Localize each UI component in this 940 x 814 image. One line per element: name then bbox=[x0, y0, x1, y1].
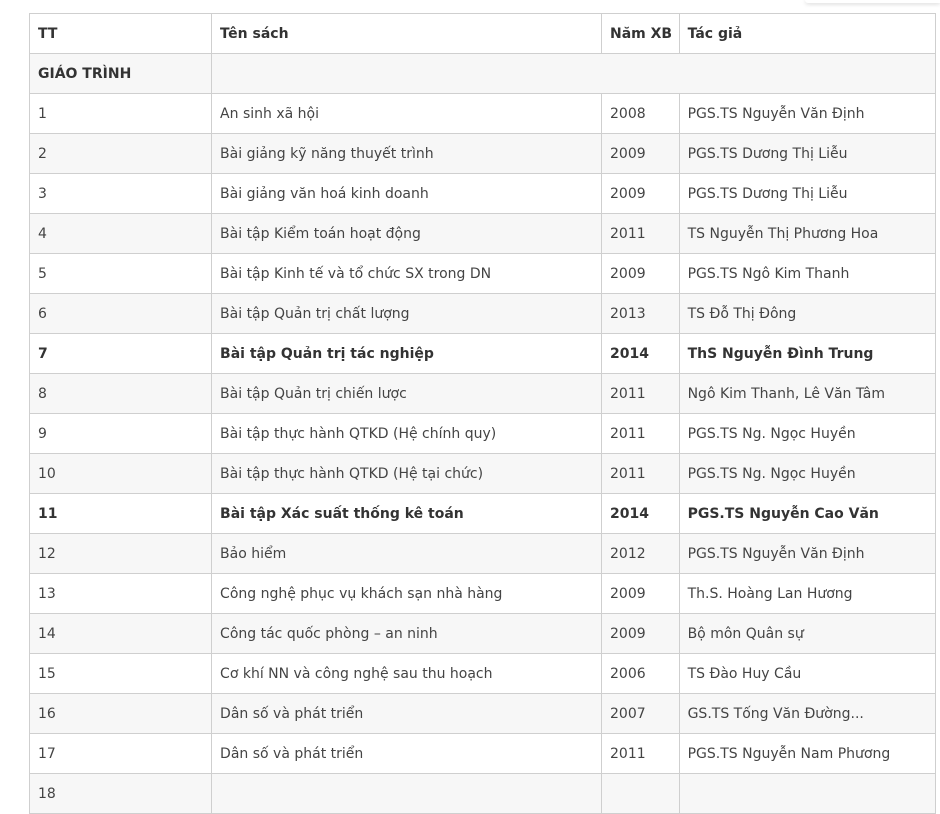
section-blank-cell bbox=[212, 54, 936, 94]
cell-tt: 13 bbox=[30, 574, 212, 614]
cell-tt: 10 bbox=[30, 454, 212, 494]
table-row bbox=[30, 454, 936, 494]
cell-tt: 11 bbox=[30, 494, 212, 534]
cell-publish-year: 2011 bbox=[602, 374, 680, 414]
cell-tt: 17 bbox=[30, 734, 212, 774]
book-list-table bbox=[29, 13, 936, 814]
cell-tt: 1 bbox=[30, 94, 212, 134]
cell-publish-year: 2013 bbox=[602, 294, 680, 334]
cell-publish-year bbox=[602, 774, 680, 814]
table-row bbox=[30, 294, 936, 334]
cell-book-title: Bài tập Quản trị chất lượng bbox=[212, 294, 602, 334]
cell-author: ThS Nguyễn Đình Trung bbox=[679, 334, 935, 374]
section-row bbox=[30, 54, 936, 94]
cell-book-title: Bài tập Kiểm toán hoạt động bbox=[212, 214, 602, 254]
cell-author: TS Đào Huy Cầu bbox=[679, 654, 935, 694]
cell-book-title: Dân số và phát triển bbox=[212, 734, 602, 774]
table-row bbox=[30, 614, 936, 654]
cell-author: Ngô Kim Thanh, Lê Văn Tâm bbox=[679, 374, 935, 414]
cell-author: GS.TS Tống Văn Đường... bbox=[679, 694, 935, 734]
table-row bbox=[30, 654, 936, 694]
table-row bbox=[30, 94, 936, 134]
cell-book-title: Bài giảng văn hoá kinh doanh bbox=[212, 174, 602, 214]
table-row bbox=[30, 374, 936, 414]
table-row bbox=[30, 774, 936, 814]
cell-author: PGS.TS Dương Thị Liễu bbox=[679, 134, 935, 174]
cell-author: PGS.TS Ng. Ngọc Huyền bbox=[679, 454, 935, 494]
table-row bbox=[30, 574, 936, 614]
cell-author: Th.S. Hoàng Lan Hương bbox=[679, 574, 935, 614]
cell-book-title: Bảo hiểm bbox=[212, 534, 602, 574]
header-book-title: Tên sách bbox=[212, 14, 602, 54]
cell-tt: 3 bbox=[30, 174, 212, 214]
table-header-row bbox=[30, 14, 936, 54]
section-label: GIÁO TRÌNH bbox=[30, 54, 212, 94]
cell-book-title: Bài tập thực hành QTKD (Hệ chính quy) bbox=[212, 414, 602, 454]
cell-book-title: Bài tập Quản trị tác nghiệp bbox=[212, 334, 602, 374]
cell-tt: 14 bbox=[30, 614, 212, 654]
cell-book-title: Dân số và phát triển bbox=[212, 694, 602, 734]
table-row bbox=[30, 214, 936, 254]
cell-author: PGS.TS Ngô Kim Thanh bbox=[679, 254, 935, 294]
cell-publish-year: 2008 bbox=[602, 94, 680, 134]
table-row bbox=[30, 174, 936, 214]
popup-edge bbox=[805, 0, 940, 3]
cell-tt: 15 bbox=[30, 654, 212, 694]
table-row bbox=[30, 414, 936, 454]
cell-publish-year: 2009 bbox=[602, 134, 680, 174]
cell-author bbox=[679, 774, 935, 814]
cell-book-title: Công nghệ phục vụ khách sạn nhà hàng bbox=[212, 574, 602, 614]
header-author: Tác giả bbox=[679, 14, 935, 54]
cell-book-title: Bài tập thực hành QTKD (Hệ tại chức) bbox=[212, 454, 602, 494]
cell-tt: 6 bbox=[30, 294, 212, 334]
cell-publish-year: 2014 bbox=[602, 334, 680, 374]
cell-publish-year: 2011 bbox=[602, 214, 680, 254]
cell-publish-year: 2009 bbox=[602, 574, 680, 614]
cell-book-title: Bài tập Quản trị chiến lược bbox=[212, 374, 602, 414]
cell-author: Bộ môn Quân sự bbox=[679, 614, 935, 654]
cell-author: TS Đỗ Thị Đông bbox=[679, 294, 935, 334]
table-row bbox=[30, 134, 936, 174]
cell-book-title: Bài tập Kinh tế và tổ chức SX trong DN bbox=[212, 254, 602, 294]
cell-publish-year: 2009 bbox=[602, 174, 680, 214]
cell-tt: 4 bbox=[30, 214, 212, 254]
cell-book-title: Bài tập Xác suất thống kê toán bbox=[212, 494, 602, 534]
cell-tt: 5 bbox=[30, 254, 212, 294]
cell-publish-year: 2011 bbox=[602, 414, 680, 454]
cell-publish-year: 2014 bbox=[602, 494, 680, 534]
cell-author: PGS.TS Nguyễn Văn Định bbox=[679, 94, 935, 134]
cell-publish-year: 2007 bbox=[602, 694, 680, 734]
table-row bbox=[30, 334, 936, 374]
cell-publish-year: 2009 bbox=[602, 614, 680, 654]
cell-book-title: Bài giảng kỹ năng thuyết trình bbox=[212, 134, 602, 174]
cell-author: PGS.TS Nguyễn Nam Phương bbox=[679, 734, 935, 774]
table-row bbox=[30, 734, 936, 774]
cell-publish-year: 2012 bbox=[602, 534, 680, 574]
cell-tt: 18 bbox=[30, 774, 212, 814]
cell-author: TS Nguyễn Thị Phương Hoa bbox=[679, 214, 935, 254]
header-tt: TT bbox=[30, 14, 212, 54]
table-row bbox=[30, 694, 936, 734]
table-row bbox=[30, 494, 936, 534]
cell-author: PGS.TS Dương Thị Liễu bbox=[679, 174, 935, 214]
cell-book-title: Cơ khí NN và công nghệ sau thu hoạch bbox=[212, 654, 602, 694]
cell-author: PGS.TS Nguyễn Văn Định bbox=[679, 534, 935, 574]
header-publish-year: Năm XB bbox=[602, 14, 680, 54]
table-row bbox=[30, 254, 936, 294]
cell-book-title bbox=[212, 774, 602, 814]
cell-publish-year: 2011 bbox=[602, 454, 680, 494]
cell-publish-year: 2006 bbox=[602, 654, 680, 694]
cell-tt: 7 bbox=[30, 334, 212, 374]
cell-publish-year: 2011 bbox=[602, 734, 680, 774]
cell-book-title: Công tác quốc phòng – an ninh bbox=[212, 614, 602, 654]
cell-tt: 8 bbox=[30, 374, 212, 414]
cell-tt: 9 bbox=[30, 414, 212, 454]
cell-author: PGS.TS Nguyễn Cao Văn bbox=[679, 494, 935, 534]
cell-tt: 16 bbox=[30, 694, 212, 734]
table-row bbox=[30, 534, 936, 574]
cell-tt: 12 bbox=[30, 534, 212, 574]
cell-publish-year: 2009 bbox=[602, 254, 680, 294]
cell-author: PGS.TS Ng. Ngọc Huyền bbox=[679, 414, 935, 454]
cell-book-title: An sinh xã hội bbox=[212, 94, 602, 134]
cell-tt: 2 bbox=[30, 134, 212, 174]
